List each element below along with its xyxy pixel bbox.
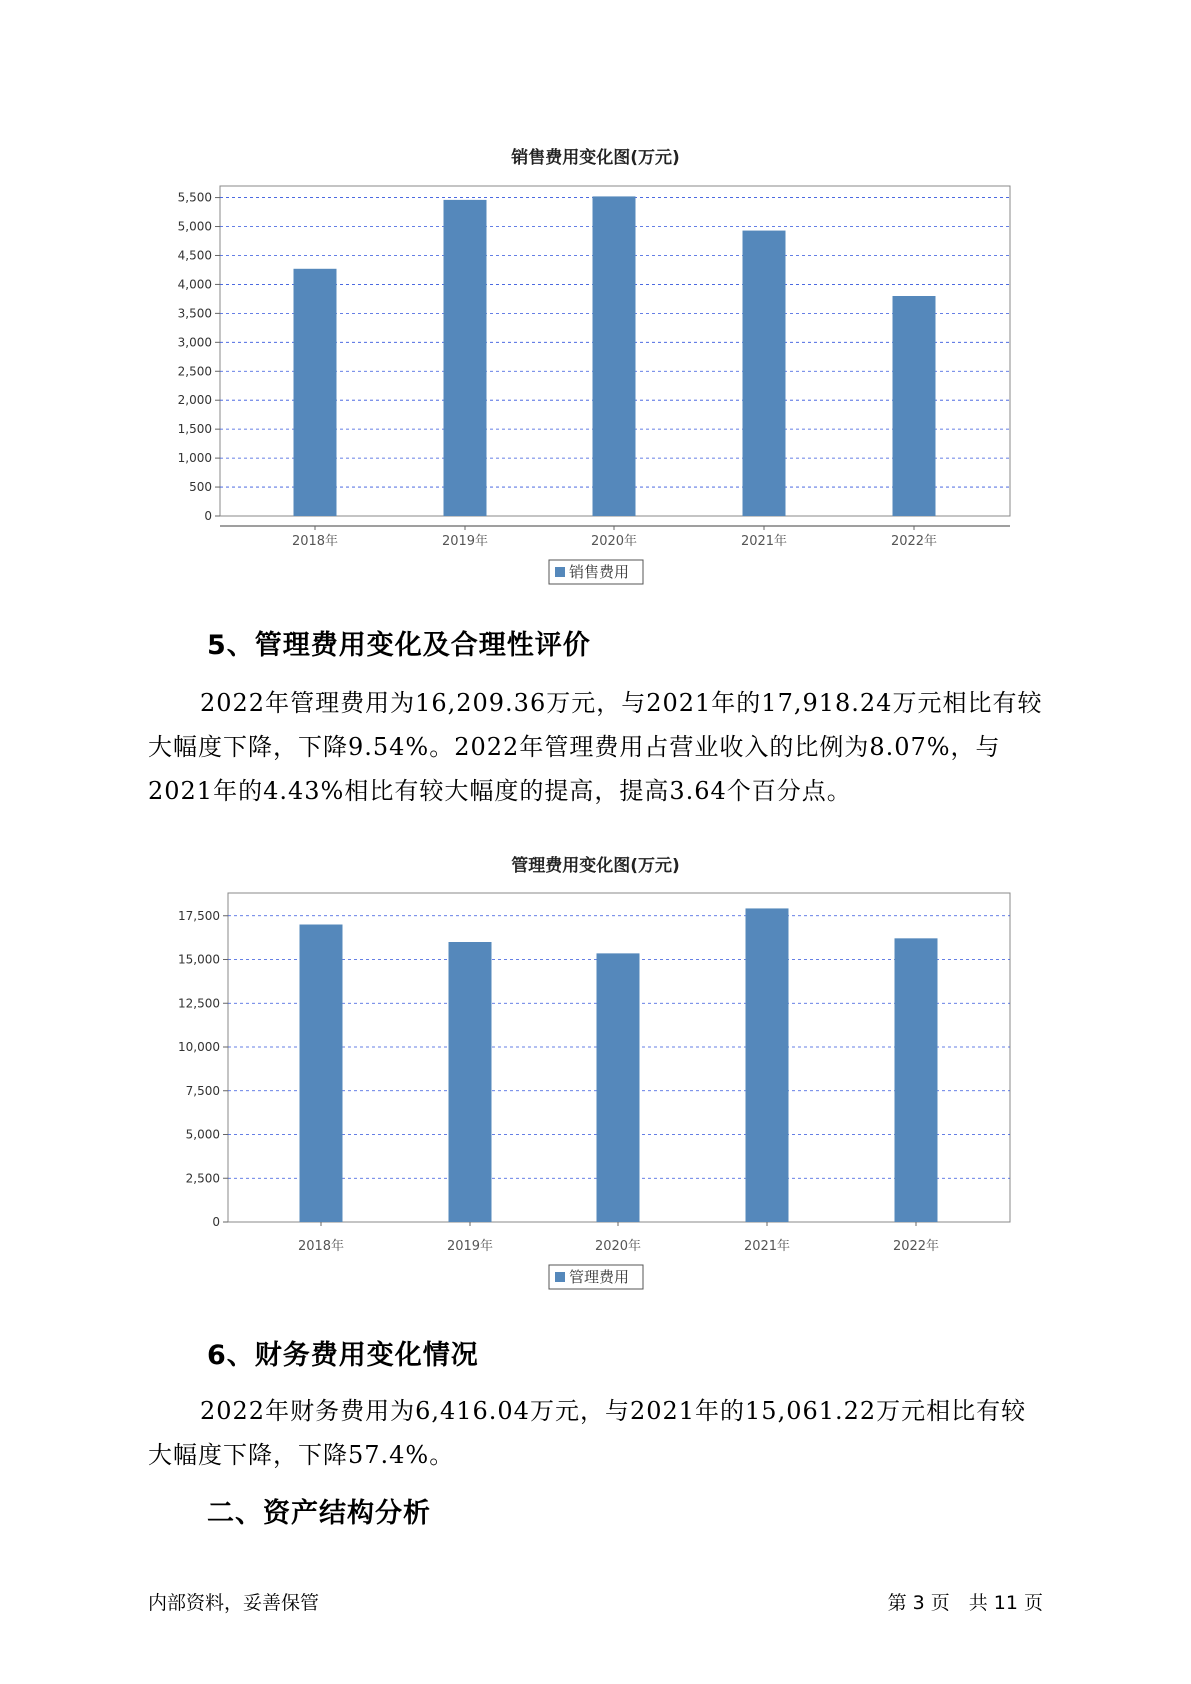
x-tick-label: 2019年 (441, 534, 489, 549)
legend-label: 管理费用 (569, 1268, 630, 1286)
admin-chart-title: 管理费用变化图(万元) (511, 856, 680, 876)
section-5-heading: 5、管理费用变化及合理性评价 (207, 630, 591, 661)
x-tick-label: 2021年 (740, 534, 788, 549)
y-tick-label: 3,500 (177, 306, 212, 321)
y-tick-label: 7,500 (185, 1083, 220, 1098)
y-tick-label: 2,500 (185, 1171, 220, 1186)
y-tick-label: 5,500 (177, 190, 212, 205)
section-6-heading: 6、财务费用变化情况 (207, 1340, 479, 1371)
y-tick-label: 0 (204, 509, 212, 523)
section-6-paragraph: 2022年财务费用为6,416.04万元，与2021年的15,061.22万元相比有较大幅度下降，下降57.4%。 (148, 1397, 1027, 1469)
x-tick-label: 2022年 (892, 1239, 940, 1254)
y-tick-label: 500 (189, 480, 212, 495)
footer-page-number: 第 3 页 共 11 页 (887, 1592, 1043, 1614)
y-tick-label: 1,000 (177, 451, 212, 466)
x-tick-label: 2018年 (291, 534, 339, 549)
bar-2019年 (449, 942, 492, 1222)
x-tick-label: 2021年 (743, 1239, 791, 1254)
bar-2022年 (895, 938, 938, 1222)
x-tick-label: 2020年 (594, 1239, 642, 1254)
y-tick-label: 1,500 (177, 422, 212, 437)
y-tick-label: 4,000 (177, 277, 212, 292)
y-tick-label: 12,500 (178, 996, 220, 1011)
section-5-paragraph: 2022年管理费用为16,209.36万元，与2021年的17,918.24万元相比有较大幅度下降，下降9.54%。2022年管理费用占营业收入的比例为8.07%，与2021年的4.43%相比有较大幅度的提高，提高3.64个百分点。 (148, 689, 1043, 805)
y-tick-label: 5,000 (177, 219, 212, 234)
legend (549, 1265, 643, 1289)
y-tick-label: 2,500 (177, 364, 212, 379)
section-two-heading: 二、资产结构分析 (207, 1498, 431, 1529)
sales-chart-title: 销售费用变化图(万元) (511, 148, 680, 168)
x-tick-label: 2022年 (890, 534, 938, 549)
y-tick-label: 17,500 (178, 908, 220, 923)
y-tick-label: 4,500 (177, 248, 212, 263)
y-tick-label: 15,000 (178, 952, 220, 967)
bar-2021年 (746, 908, 789, 1222)
bar-2020年 (597, 953, 640, 1222)
x-tick-label: 2019年 (446, 1239, 494, 1254)
y-tick-label: 5,000 (185, 1127, 220, 1142)
y-tick-label: 10,000 (178, 1040, 220, 1054)
y-tick-label: 2,000 (177, 393, 212, 408)
y-tick-label: 3,000 (177, 335, 212, 350)
x-tick-label: 2018年 (297, 1239, 345, 1254)
legend-swatch (555, 1272, 565, 1282)
footer-confidential: 内部资料，妥善保管 (148, 1592, 320, 1614)
y-tick-label: 0 (212, 1215, 220, 1229)
bar-2018年 (300, 925, 343, 1223)
legend-label: 销售费用 (569, 563, 630, 581)
x-tick-label: 2020年 (590, 534, 638, 549)
